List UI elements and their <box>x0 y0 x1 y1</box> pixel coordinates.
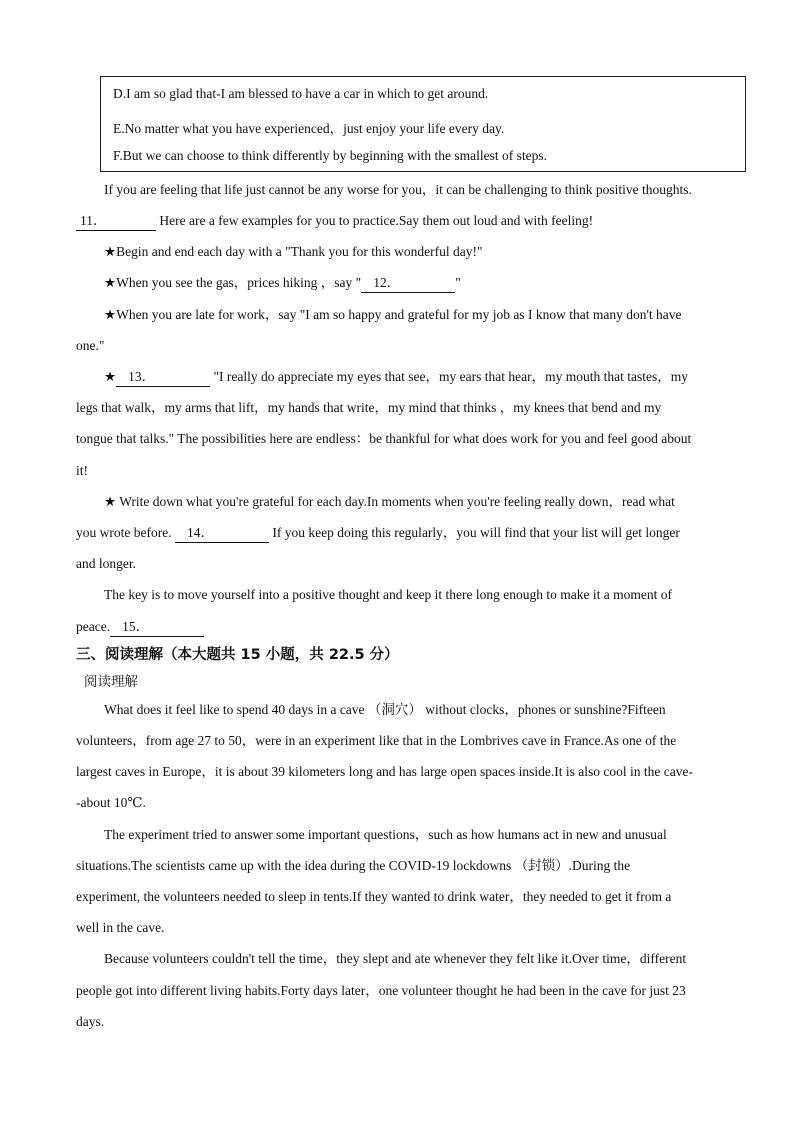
example-text: " <box>455 275 461 290</box>
option-d: D.I am so glad that-I am blessed to have a car in which to get around. <box>113 86 489 101</box>
paragraph-text: peace. <box>76 619 111 634</box>
reading-line: The experiment tried to answer some important questions，such as how humans act in new and unusual <box>104 827 667 842</box>
reading-line: experiment, the volunteers needed to sleep in tents.If they wanted to drink water，they needed to get it from a <box>76 889 672 904</box>
reading-line: people got into different living habits.Forty days later，one volunteer thought he had been in the cave for just 23 <box>76 983 686 998</box>
blank-14[interactable]: 14． <box>175 524 269 543</box>
option-e: E.No matter what you have experienced，just enjoy your life every day. <box>113 121 505 136</box>
paragraph-line: The key is to move yourself into a positive thought and keep it there long enough to make it a moment of <box>104 587 673 602</box>
example-line <box>76 524 680 543</box>
reading-line: volunteers，from age 27 to 50，were in an experiment like that in the Lombrives cave in France.As one of the <box>76 733 677 748</box>
reading-line: largest caves in Europe，it is about 39 kilometers long and has large open spaces inside.It is also cool in the cave- <box>76 764 693 779</box>
blank-15[interactable]: 15． <box>110 618 204 637</box>
example-text: ★When you see the gas，prices hiking ，say " <box>104 275 362 290</box>
example-line: it! <box>76 463 88 478</box>
reading-line: situations.The scientists came up with the idea during the COVID-19 lockdowns （封锁）.During the <box>76 858 631 873</box>
subsection-title: 阅读理解 <box>84 674 138 690</box>
options-box <box>100 76 746 172</box>
blank-11[interactable]: 11． <box>76 212 156 231</box>
example-line: tongue that talks." The possibilities here are endless：be thankful for what does work for you and feel good about <box>76 431 692 446</box>
example-line: and longer. <box>76 556 136 571</box>
blank-13[interactable]: 13． <box>116 368 210 387</box>
example-line: ★When you are late for work，say "I am so happy and grateful for my job as I know that many don't have <box>104 307 682 322</box>
reading-line: days. <box>76 1014 105 1029</box>
example-text: you wrote before. <box>76 525 172 540</box>
section-title: 三、阅读理解（本大题共 15 小题，共 22.5 分） <box>76 647 399 663</box>
paragraph-line <box>76 212 593 231</box>
reading-line: -about 10℃. <box>76 795 146 810</box>
paragraph-text: Here are a few examples for you to practice.Say them out loud and with feeling! <box>159 213 594 228</box>
reading-line: Because volunteers couldn't tell the time，they slept and ate whenever they felt like it.Over time，different <box>104 951 687 966</box>
example-line <box>104 274 461 293</box>
example-line: one." <box>76 338 105 353</box>
example-text: If you keep doing this regularly，you will find that your list will get longer <box>272 525 680 540</box>
example-line: ★ Write down what you're grateful for each day.In moments when you're feeling really down，read what <box>104 494 675 509</box>
star-icon: ★ <box>104 369 117 384</box>
option-f: F.But we can choose to think differently by beginning with the smallest of steps. <box>113 148 547 163</box>
example-line <box>104 368 688 387</box>
example-line: ★Begin and end each day with a "Thank you for this wonderful day!" <box>104 244 483 259</box>
blank-12[interactable]: 12． <box>361 274 455 293</box>
paragraph-line <box>76 618 204 637</box>
reading-line: well in the cave. <box>76 920 165 935</box>
example-line: legs that walk，my arms that lift，my hands that write，my mind that thinks ，my knees that bend and my <box>76 400 662 415</box>
paragraph-line: If you are feeling that life just cannot be any worse for you，it can be challenging to think positive thoughts. <box>104 182 692 197</box>
example-text: "I really do appreciate my eyes that see，my ears that hear，my mouth that tastes，my <box>213 369 688 384</box>
reading-line: What does it feel like to spend 40 days in a cave （洞穴） without clocks，phones or sunshine?Fifteen <box>104 702 666 717</box>
